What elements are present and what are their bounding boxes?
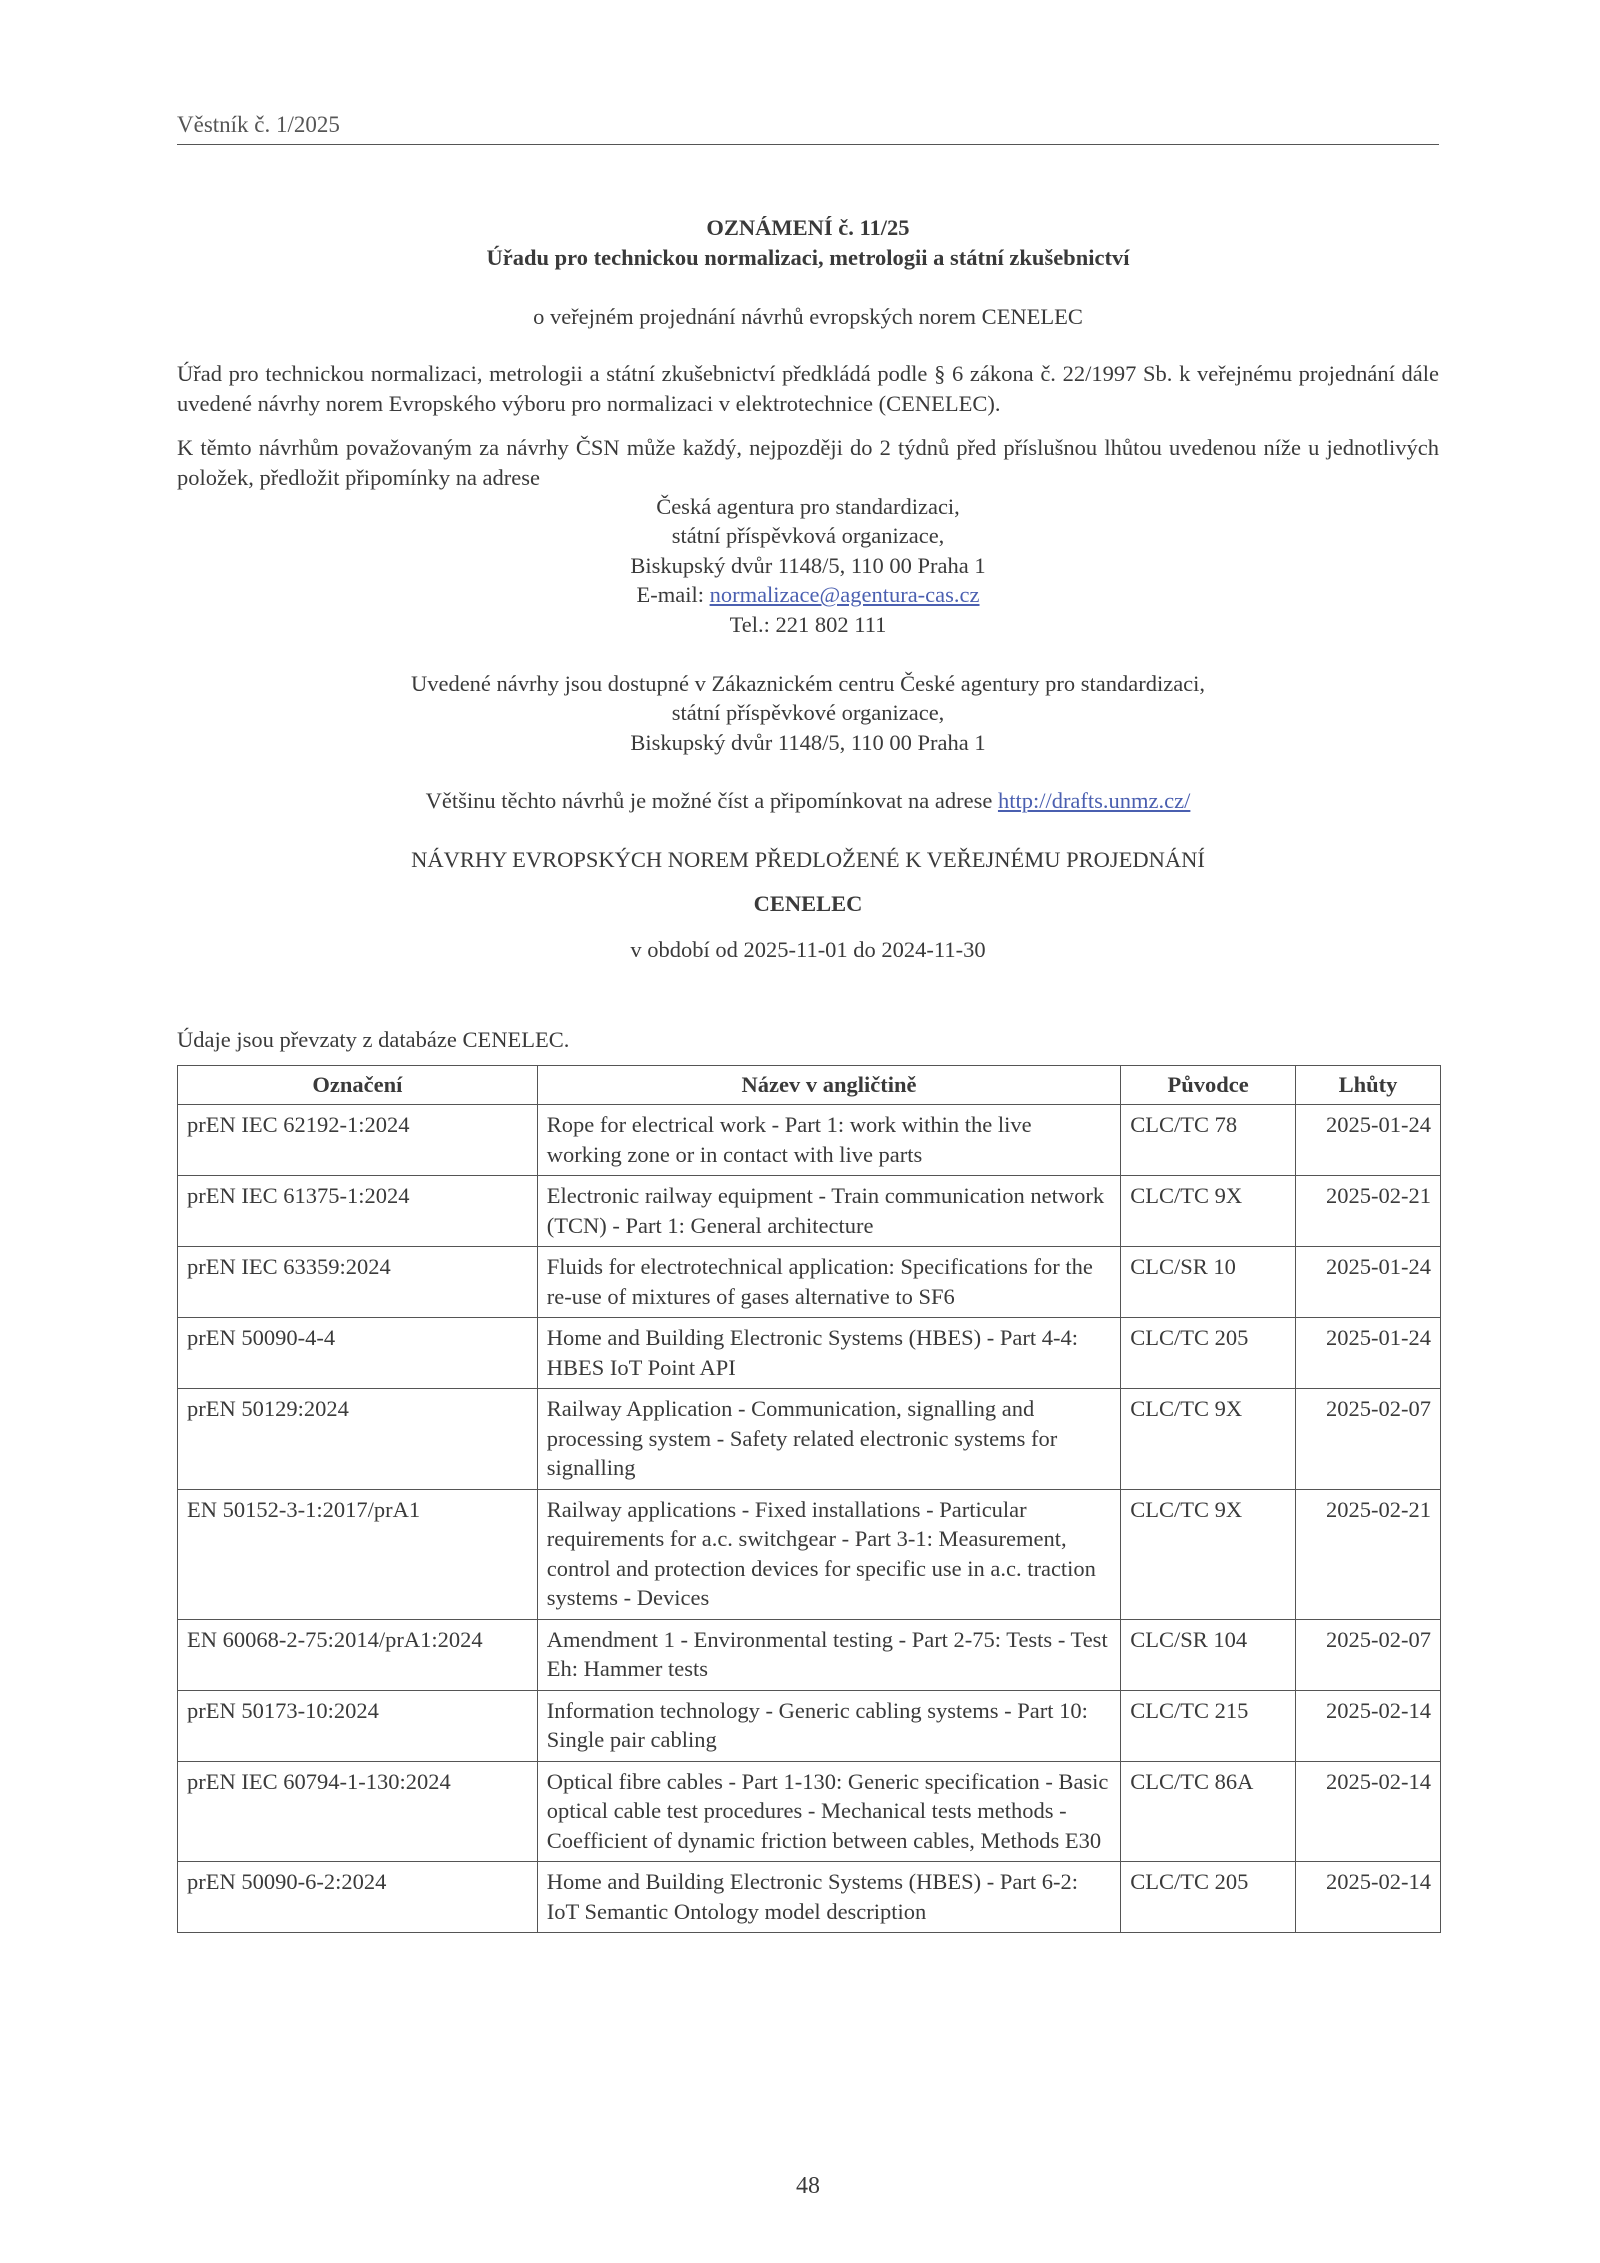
cell-title: Electronic railway equipment - Train communication network (TCN) - Part 1: General architecture: [537, 1176, 1120, 1247]
availability-line-3: Biskupský dvůr 1148/5, 110 00 Praha 1: [630, 730, 986, 755]
table-row: [178, 1176, 1441, 1247]
table-row: [178, 1389, 1441, 1490]
cell-designation: prEN 50090-6-2:2024: [178, 1862, 538, 1933]
table-row: [178, 1862, 1441, 1933]
table-caption: Údaje jsou převzaty z databáze CENELEC.: [177, 1027, 570, 1052]
cell-originator: CLC/TC 205: [1121, 1318, 1296, 1389]
header-designation: Označení: [178, 1066, 538, 1105]
availability-line-2: státní příspěvkové organizace,: [671, 700, 945, 725]
table-row: [178, 1489, 1441, 1619]
cell-title: Optical fibre cables - Part 1-130: Generic specification - Basic optical cable test procedures - Mechanical tests methods - Coefficient of dynamic friction between cables, Methods E30: [537, 1761, 1120, 1862]
header-originator: Původce: [1121, 1066, 1296, 1105]
table-row: [178, 1690, 1441, 1761]
table-row: [178, 1619, 1441, 1690]
email-link[interactable]: normalizace@agentura-cas.cz: [709, 582, 980, 607]
cell-deadline: 2025-02-21: [1296, 1176, 1441, 1247]
address-line-3: Biskupský dvůr 1148/5, 110 00 Praha 1: [630, 553, 986, 578]
section-title: NÁVRHY EVROPSKÝCH NOREM PŘEDLOŽENÉ K VEŘEJNÉMU PROJEDNÁNÍ: [411, 847, 1205, 872]
availability-line-1: Uvedené návrhy jsou dostupné v Zákaznickém centru České agentury pro standardizaci,: [410, 671, 1206, 696]
cell-designation: prEN 50173-10:2024: [178, 1690, 538, 1761]
cell-deadline: 2025-01-24: [1296, 1105, 1441, 1176]
cell-title: Home and Building Electronic Systems (HBES) - Part 6-2: IoT Semantic Ontology model description: [537, 1862, 1120, 1933]
header-title: Název v angličtině: [537, 1066, 1120, 1105]
cell-designation: prEN IEC 62192-1:2024: [178, 1105, 538, 1176]
table-header-row: [178, 1066, 1441, 1105]
cell-designation: EN 60068-2-75:2014/prA1:2024: [178, 1619, 538, 1690]
cell-deadline: 2025-02-21: [1296, 1489, 1441, 1619]
cell-deadline: 2025-01-24: [1296, 1318, 1441, 1389]
cell-designation: prEN 50129:2024: [178, 1389, 538, 1490]
cell-deadline: 2025-01-24: [1296, 1247, 1441, 1318]
cell-originator: CLC/TC 9X: [1121, 1489, 1296, 1619]
cell-deadline: 2025-02-14: [1296, 1761, 1441, 1862]
table-row: [178, 1105, 1441, 1176]
intro-paragraph-2: K těmto návrhům považovaným za návrhy ČSN může každý, nejpozději do 2 týdnů před příslušnou lhůtou uvedenou níže u jednotlivých položek, předložit připomínky na adrese: [177, 435, 1439, 490]
cell-title: Rope for electrical work - Part 1: work within the live working zone or in contact with live parts: [537, 1105, 1120, 1176]
cell-designation: prEN IEC 61375-1:2024: [178, 1176, 538, 1247]
notice-issuer: Úřadu pro technickou normalizaci, metrologii a státní zkušebnictví: [486, 245, 1130, 270]
cell-title: Home and Building Electronic Systems (HBES) - Part 4-4: HBES IoT Point API: [537, 1318, 1120, 1389]
cell-originator: CLC/TC 215: [1121, 1690, 1296, 1761]
intro-paragraph-1: Úřad pro technickou normalizaci, metrologii a státní zkušebnictví předkládá podle § 6 zákona č. 22/1997 Sb. k veřejnému projednání dále uvedené návrhy norem Evropského výboru pro normalizaci v elektrotechnice (CENELEC).: [177, 361, 1439, 416]
cell-deadline: 2025-02-07: [1296, 1389, 1441, 1490]
table-row: [178, 1247, 1441, 1318]
notice-subject: o veřejném projednání návrhů evropských norem CENELEC: [533, 304, 1083, 329]
table-row: [178, 1761, 1441, 1862]
cell-deadline: 2025-02-14: [1296, 1690, 1441, 1761]
online-text: Většinu těchto návrhů je možné číst a připomínkovat na adrese: [425, 788, 998, 813]
cell-deadline: 2025-02-14: [1296, 1862, 1441, 1933]
cell-deadline: 2025-02-07: [1296, 1619, 1441, 1690]
cell-designation: prEN IEC 63359:2024: [178, 1247, 538, 1318]
cell-originator: CLC/TC 78: [1121, 1105, 1296, 1176]
drafts-link[interactable]: http://drafts.unmz.cz/: [997, 788, 1191, 813]
cell-title: Information technology - Generic cabling systems - Part 10: Single pair cabling: [537, 1690, 1120, 1761]
cell-designation: EN 50152-3-1:2017/prA1: [178, 1489, 538, 1619]
cell-originator: CLC/TC 205: [1121, 1862, 1296, 1933]
cell-title: Railway applications - Fixed installations - Particular requirements for a.c. switchgear - Part 3-1: Measurement, control and protection devices for specific use in a.c. traction systems - Devices: [537, 1489, 1120, 1619]
cell-designation: prEN IEC 60794-1-130:2024: [178, 1761, 538, 1862]
running-header: Věstník č. 1/2025: [177, 112, 1439, 145]
address-phone: Tel.: 221 802 111: [729, 612, 887, 637]
cell-originator: CLC/TC 9X: [1121, 1389, 1296, 1490]
section-organization: CENELEC: [753, 891, 863, 916]
notice-heading: OZNÁMENÍ č. 11/25: [706, 215, 910, 240]
table-row: [178, 1318, 1441, 1389]
email-label: E-mail:: [636, 582, 710, 607]
header-deadline: Lhůty: [1296, 1066, 1441, 1105]
cell-designation: prEN 50090-4-4: [178, 1318, 538, 1389]
cell-originator: CLC/SR 10: [1121, 1247, 1296, 1318]
cell-originator: CLC/SR 104: [1121, 1619, 1296, 1690]
address-email-line: [177, 580, 1439, 610]
section-period: v období od 2025-11-01 do 2024-11-30: [630, 937, 986, 962]
cell-originator: CLC/TC 86A: [1121, 1761, 1296, 1862]
cell-title: Fluids for electrotechnical application: Specifications for the re-use of mixtures of gases alternative to SF6: [537, 1247, 1120, 1318]
cell-title: Amendment 1 - Environmental testing - Part 2-75: Tests - Test Eh: Hammer tests: [537, 1619, 1120, 1690]
online-line: [177, 786, 1439, 816]
cell-title: Railway Application - Communication, signalling and processing system - Safety related electronic systems for signalling: [537, 1389, 1120, 1490]
standards-table: [177, 1065, 1441, 1933]
address-line-2: státní příspěvková organizace,: [671, 523, 945, 548]
address-line-1: Česká agentura pro standardizaci,: [656, 494, 960, 519]
cell-originator: CLC/TC 9X: [1121, 1176, 1296, 1247]
page-number: 48: [796, 2173, 820, 2199]
